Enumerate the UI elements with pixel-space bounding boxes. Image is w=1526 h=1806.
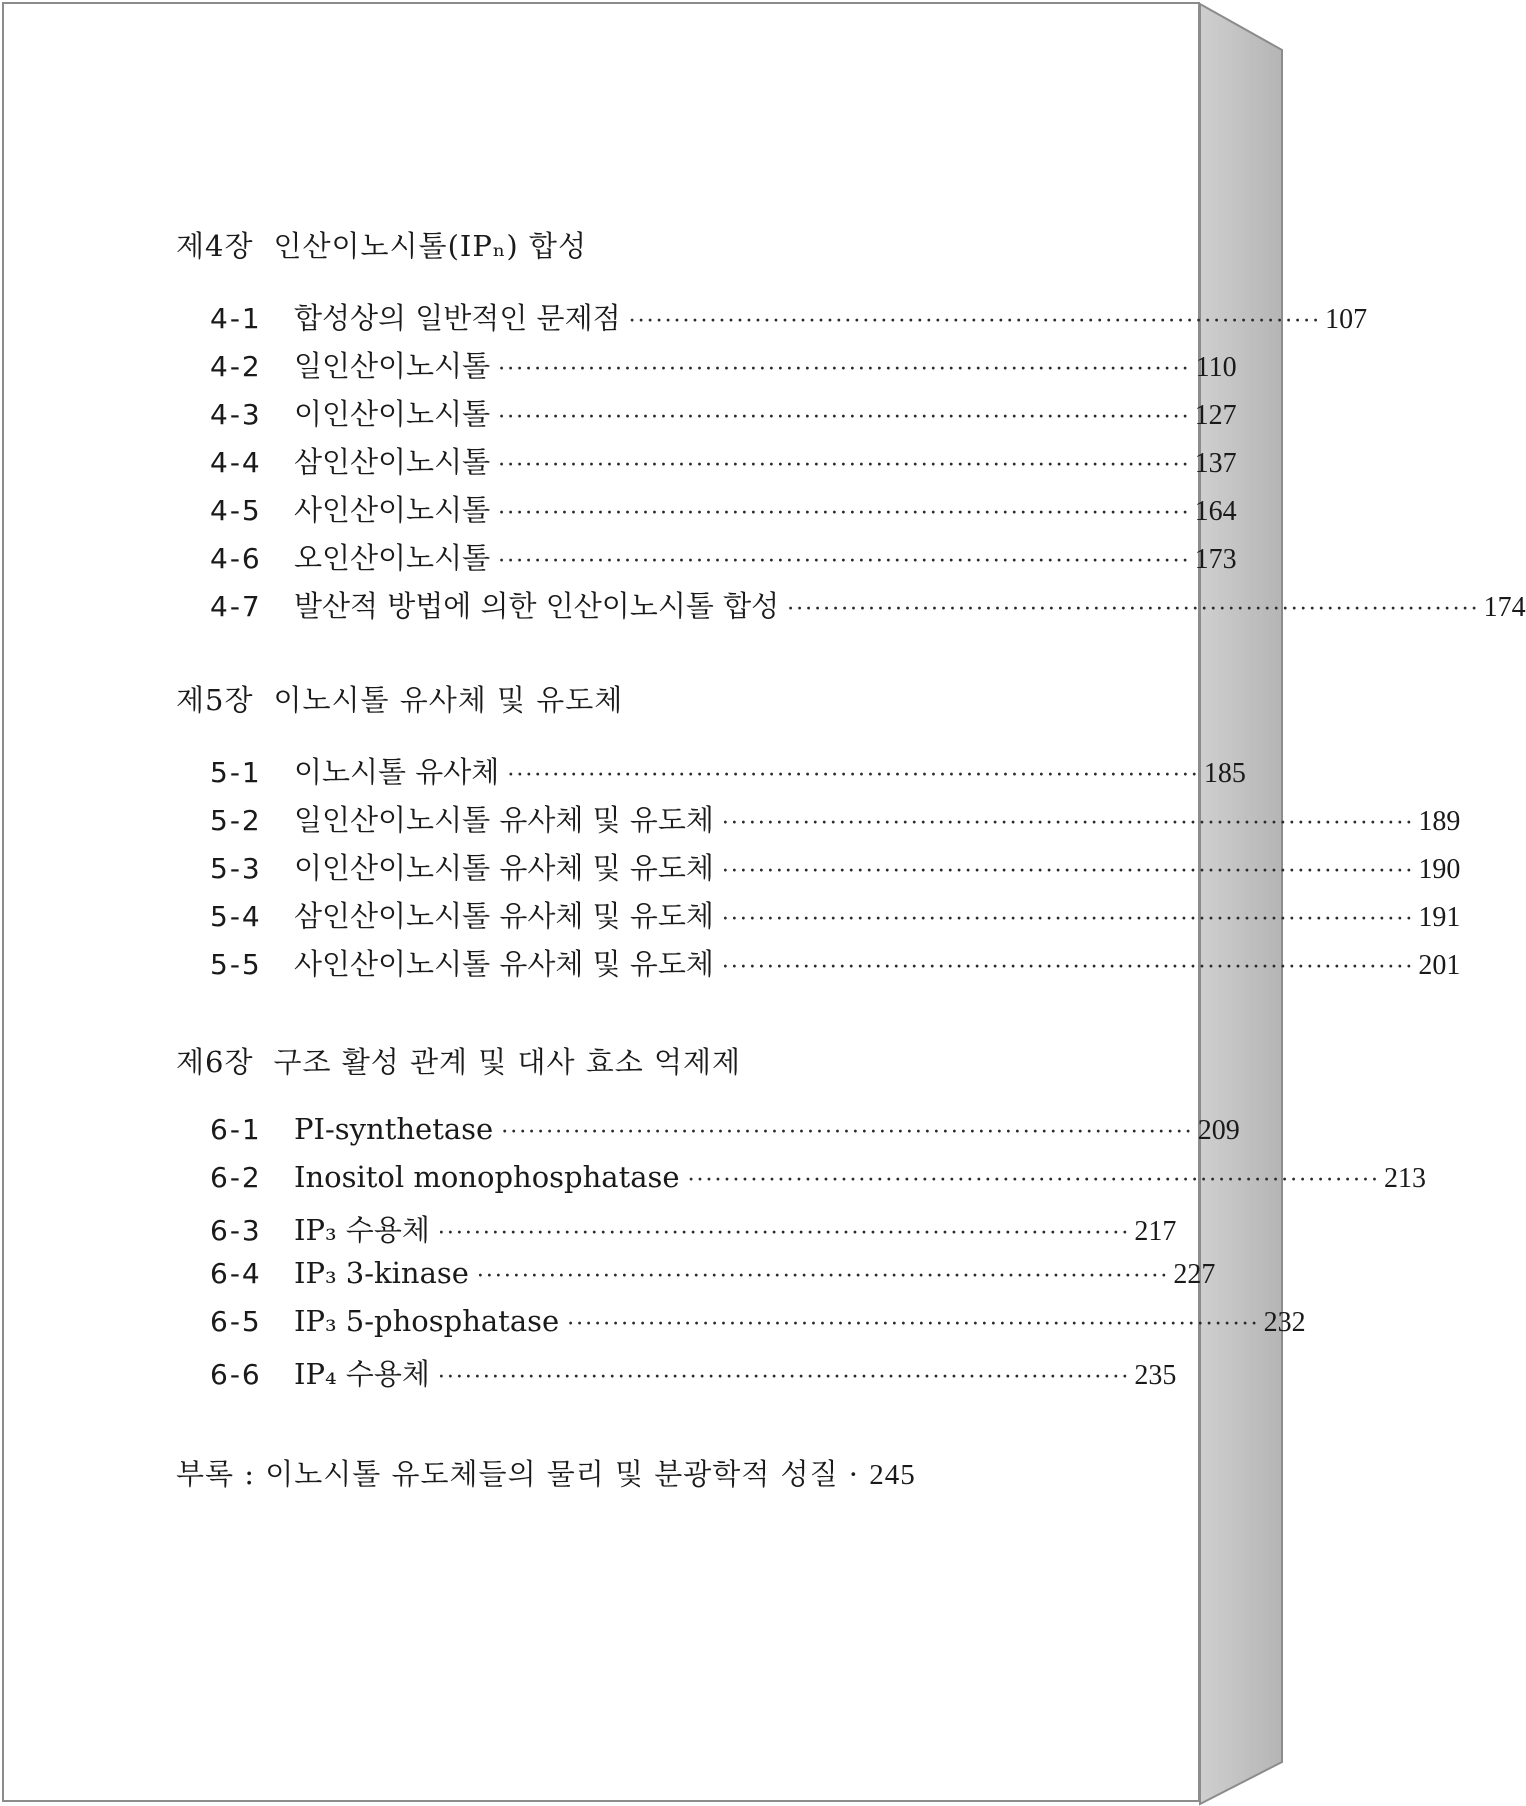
toc-entry	[210, 1112, 1240, 1147]
entry-title: 이인산이노시톨 유사체 및 유도체	[294, 851, 714, 885]
toc-entry	[210, 344, 1237, 385]
entry-code: 5-2	[210, 804, 262, 837]
chapter-number: 제4장	[176, 229, 254, 263]
entry-title: 삼인산이노시톨 유사체 및 유도체	[294, 899, 714, 933]
toc-entry	[210, 536, 1237, 577]
entry-code: 5-1	[210, 756, 262, 789]
dot-leader: ·············································································	[787, 597, 1480, 622]
entry-page-number: 201	[1418, 950, 1461, 981]
entry-page-number: 164	[1194, 496, 1237, 527]
entry-page-number: 110	[1195, 352, 1237, 383]
entry-title: IP₄ 수용체	[294, 1357, 430, 1391]
dot-leader: ·············································································	[498, 357, 1191, 382]
entry-title: 사인산이노시톨 유사체 및 유도체	[294, 947, 714, 981]
toc-entry	[210, 392, 1237, 433]
chapter-title: 인산이노시톨(IPₙ) 합성	[273, 229, 587, 263]
entry-code: 4-1	[210, 302, 262, 335]
entry-code: 6-1	[210, 1113, 262, 1146]
entry-page-number: 190	[1418, 854, 1461, 885]
toc-entry	[210, 894, 1461, 935]
chapter-number: 제6장	[176, 1045, 254, 1079]
dot-leader: ·············································································	[567, 1312, 1260, 1337]
entry-page-number: 227	[1173, 1259, 1216, 1290]
dot-leader: ·············································································	[437, 1221, 1131, 1246]
chapter-title: 이노시톨 유사체 및 유도체	[273, 683, 624, 717]
toc-entry	[210, 750, 1246, 791]
toc-entry	[210, 440, 1237, 481]
dot-leader: ·············································································	[721, 859, 1415, 884]
toc-entry	[210, 296, 1368, 337]
entry-title: 사인산이노시톨	[294, 493, 491, 527]
dot-leader: ·············································································	[498, 501, 1191, 526]
entry-page-number: 137	[1194, 448, 1237, 479]
entry-code: 6-5	[210, 1305, 262, 1338]
entry-page-number: 107	[1325, 304, 1368, 335]
appendix-title: 부록 : 이노시톨 유도체들의 물리 및 분광학적 성질 ·	[176, 1457, 870, 1491]
dot-leader: ·············································································	[507, 763, 1200, 788]
entry-page-number: 209	[1197, 1115, 1240, 1146]
entry-page-number: 191	[1418, 902, 1461, 933]
dot-leader: ·············································································	[721, 955, 1415, 980]
dot-leader: ·············································································	[476, 1264, 1170, 1289]
dot-leader: ·············································································	[437, 1365, 1131, 1390]
entry-title: 삼인산이노시톨	[294, 445, 491, 479]
entry-code: 4-6	[210, 542, 262, 575]
entry-code: 4-2	[210, 350, 262, 383]
entry-code: 4-4	[210, 446, 262, 479]
chapter-heading	[176, 678, 623, 719]
entry-title: 이인산이노시톨	[294, 397, 491, 431]
chapter-heading	[176, 224, 587, 265]
dot-leader: ·············································································	[501, 1120, 1194, 1145]
appendix-entry	[176, 1452, 916, 1493]
entry-page-number: 232	[1263, 1307, 1306, 1338]
entry-code: 5-5	[210, 948, 262, 981]
entry-page-number: 173	[1194, 544, 1237, 575]
entry-page-number: 235	[1134, 1360, 1177, 1391]
dot-leader: ·············································································	[498, 453, 1191, 478]
entry-code: 6-2	[210, 1161, 262, 1194]
dot-leader: ·············································································	[498, 549, 1191, 574]
chapter-number: 제5장	[176, 683, 254, 717]
chapter-title: 구조 활성 관계 및 대사 효소 억제제	[273, 1045, 741, 1079]
entry-title: Inositol monophosphatase	[294, 1160, 680, 1194]
entry-code: 5-4	[210, 900, 262, 933]
entry-page-number: 213	[1384, 1163, 1427, 1194]
dot-leader: ·············································································	[687, 1168, 1381, 1193]
entry-title: IP₃ 5-phosphatase	[294, 1304, 560, 1338]
toc-entry	[210, 1160, 1427, 1195]
chapter-heading	[176, 1040, 741, 1081]
entry-code: 6-4	[210, 1257, 262, 1290]
toc-entry	[210, 1352, 1177, 1393]
entry-code: 4-3	[210, 398, 262, 431]
entry-title: 일인산이노시톨 유사체 및 유도체	[294, 803, 714, 837]
entry-title: 합성상의 일반적인 문제점	[294, 301, 621, 335]
entry-code: 5-3	[210, 852, 262, 885]
entry-page-number: 174	[1483, 592, 1526, 623]
entry-title: 오인산이노시톨	[294, 541, 491, 575]
entry-code: 4-7	[210, 590, 262, 623]
entry-page-number: 127	[1194, 400, 1237, 431]
entry-title: IP₃ 3-kinase	[294, 1256, 469, 1290]
toc-entry	[210, 942, 1461, 983]
toc-entry	[210, 488, 1237, 529]
entry-title: IP₃ 수용체	[294, 1213, 430, 1247]
entry-title: 이노시톨 유사체	[294, 755, 500, 789]
dot-leader: ·············································································	[628, 309, 1322, 334]
dot-leader: ·············································································	[498, 405, 1191, 430]
toc-entry	[210, 798, 1461, 839]
toc-entry	[210, 1256, 1216, 1291]
toc-entry	[210, 846, 1461, 887]
entry-code: 4-5	[210, 494, 262, 527]
toc-entry	[210, 1304, 1306, 1339]
entry-page-number: 217	[1134, 1216, 1177, 1247]
dot-leader: ·············································································	[721, 811, 1415, 836]
dot-leader: ·············································································	[721, 907, 1415, 932]
toc-entry	[210, 584, 1526, 625]
entry-title: 일인산이노시톨	[294, 349, 491, 383]
entry-code: 6-3	[210, 1214, 262, 1247]
entry-code: 6-6	[210, 1358, 262, 1391]
entry-page-number: 185	[1203, 758, 1246, 789]
entry-title: PI-synthetase	[294, 1112, 494, 1146]
entry-title: 발산적 방법에 의한 인산이노시톨 합성	[294, 589, 780, 623]
toc-entry	[210, 1208, 1177, 1249]
entry-page-number: 189	[1418, 806, 1461, 837]
appendix-page-number: 245	[869, 1459, 916, 1491]
